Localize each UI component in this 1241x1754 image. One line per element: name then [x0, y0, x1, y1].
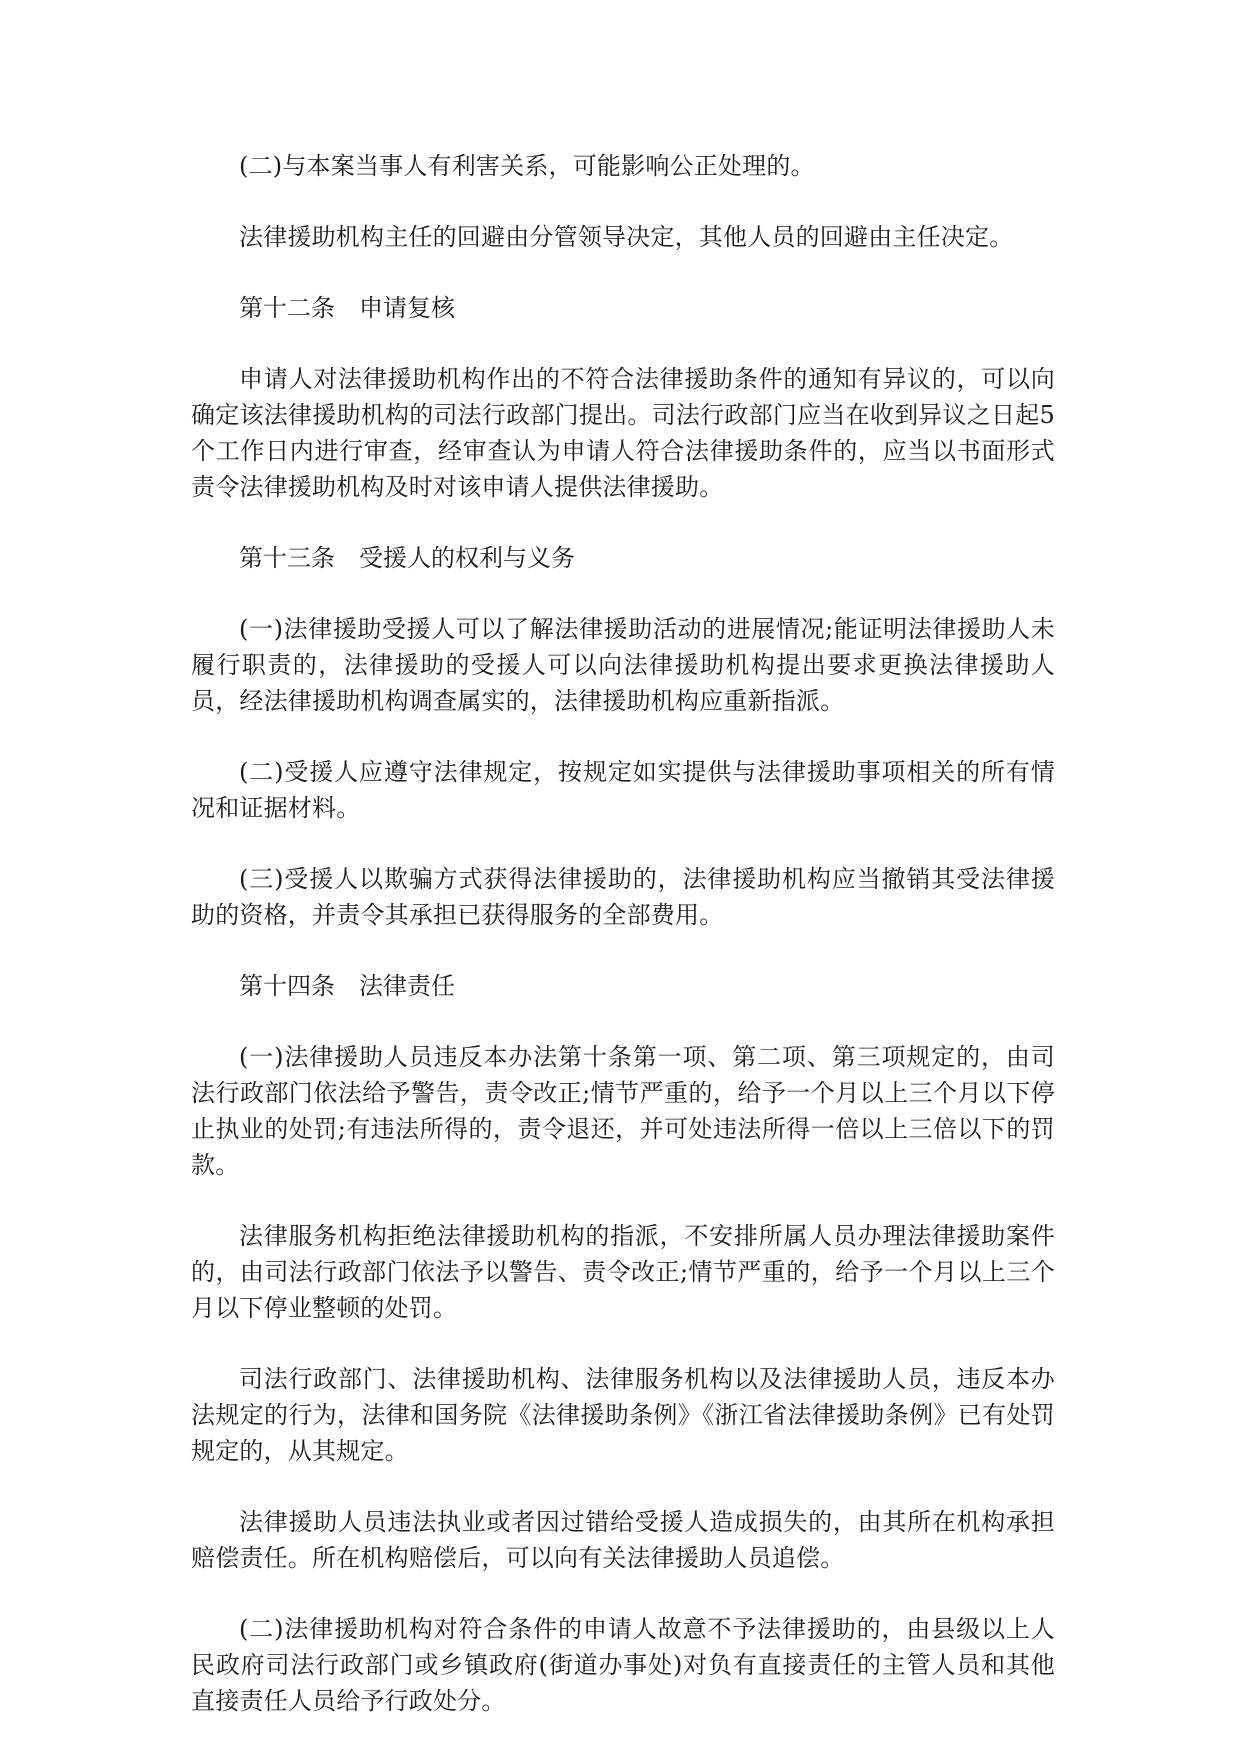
paragraph-review-application: 申请人对法律援助机构作出的不符合法律援助条件的通知有异议的，可以向确定该法律援助机构的司法行政部门提出。司法行政部门应当在收到异议之日起5个工作日内进行审查，经审查认为申请人符合法律援助条件的，应当以书面形式责令法律援助机构及时对该申请人提供法律援助。 — [191, 365, 1055, 501]
paragraph-liability-item-1: (一)法律援助人员违反本办法第十条第一项、第二项、第三项规定的，由司法行政部门依法给予警告，责令改正;情节严重的，给予一个月以上三个月以下停止执业的处罚;有违法所得的，责令退还，并可处违法所得一倍以上三倍以下的罚款。 — [191, 1043, 1055, 1179]
paragraph-compensation: 法律援助人员违法执业或者因过错给受援人造成损失的，由其所在机构承担赔偿责任。所在机构赔偿后，可以向有关法律援助人员追偿。 — [191, 1508, 1055, 1572]
document-body — [191, 148, 1055, 1754]
article-12-heading: 第十二条 申请复核 — [239, 294, 455, 322]
paragraph-liability-item-2: (二)法律援助机构对符合条件的申请人故意不予法律援助的，由县级以上人民政府司法行政部门或乡镇政府(街道办事处)对负有直接责任的主管人员和其他直接责任人员给予行政处分。 — [191, 1615, 1055, 1715]
paragraph-recusal-decision: 法律援助机构主任的回避由分管领导决定，其他人员的回避由主任决定。 — [239, 223, 1014, 251]
paragraph-rights-item-3: (三)受援人以欺骗方式获得法律援助的，法律援助机构应当撤销其受法律援助的资格，并责令其承担已获得服务的全部费用。 — [191, 865, 1055, 929]
paragraph-rights-item-2: (二)受援人应遵守法律规定，按规定如实提供与法律援助事项相关的所有情况和证据材料。 — [191, 758, 1055, 822]
paragraph-recusal-item-2: (二)与本案当事人有利害关系，可能影响公正处理的。 — [239, 152, 815, 180]
paragraph-service-refusal: 法律服务机构拒绝法律援助机构的指派，不安排所属人员办理法律援助案件的，由司法行政部门依法予以警告、责令改正;情节严重的，给予一个月以上三个月以下停业整顿的处罚。 — [191, 1222, 1055, 1322]
paragraph-existing-penalties: 司法行政部门、法律援助机构、法律服务机构以及法律援助人员，违反本办法规定的行为，法律和国务院《法律援助条例》《浙江省法律援助条例》已有处罚规定的，从其规定。 — [191, 1365, 1055, 1465]
article-14-heading: 第十四条 法律责任 — [239, 972, 455, 1000]
article-13-heading: 第十三条 受援人的权利与义务 — [239, 544, 575, 572]
paragraph-rights-item-1: (一)法律援助受援人可以了解法律援助活动的进展情况;能证明法律援助人未履行职责的，法律援助的受援人可以向法律援助机构提出要求更换法律援助人员，经法律援助机构调查属实的，法律援助机构应重新指派。 — [191, 615, 1055, 715]
